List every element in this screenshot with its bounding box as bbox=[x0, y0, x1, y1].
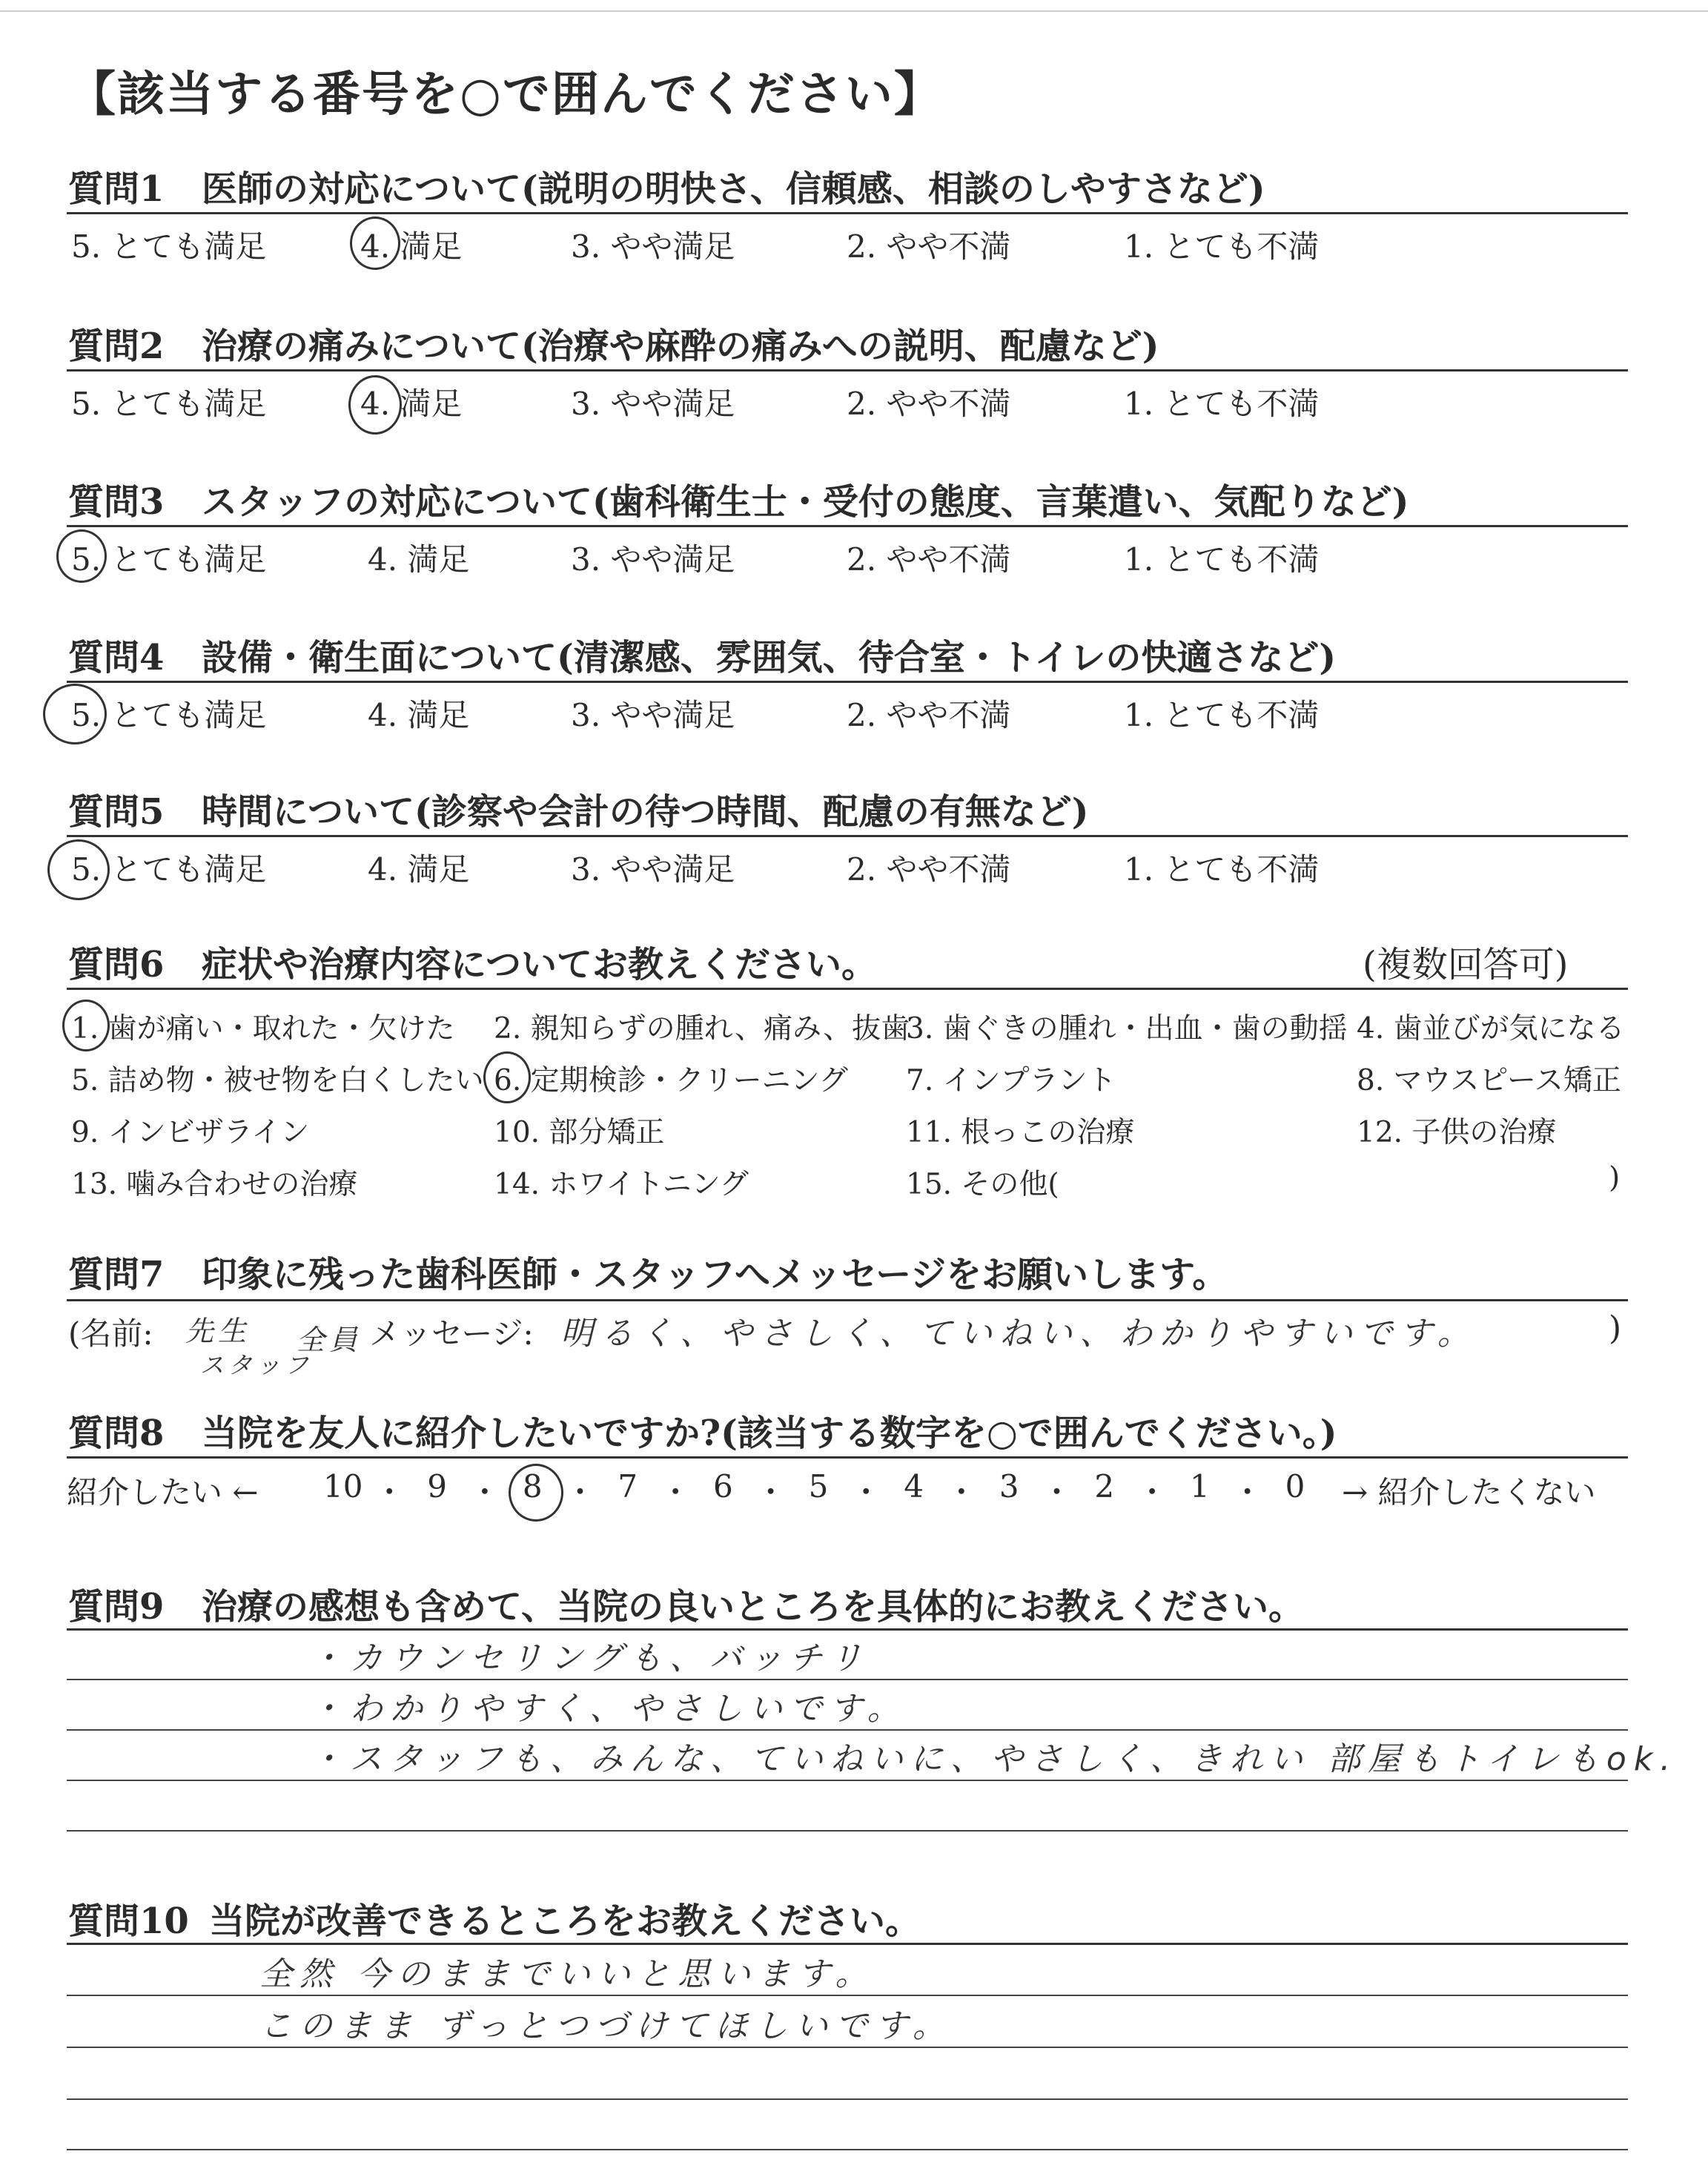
q4-option-2[interactable]: 2. やや不満 bbox=[847, 697, 1011, 733]
q4-option-1[interactable]: 1. とても不満 bbox=[1124, 697, 1320, 733]
q8-selected-circle bbox=[509, 1464, 563, 1522]
q8-scale-value-0[interactable]: 0 bbox=[1285, 1468, 1305, 1505]
q5-option-2[interactable]: 2. やや不満 bbox=[847, 851, 1011, 888]
q6-option-2[interactable]: 2. 親知らずの腫れ、痛み、抜歯 bbox=[494, 1012, 910, 1046]
q3-rule bbox=[67, 525, 1628, 527]
q9-line-rule-2 bbox=[67, 1729, 1628, 1731]
q6-option-14[interactable]: 14. ホワイトニング bbox=[494, 1168, 749, 1201]
q3-selected-circle bbox=[56, 529, 107, 583]
q9-answer-line-3[interactable]: ・スタッフも、みんな、ていねいに、やさしく、きれい 部屋もトイレもok. bbox=[310, 1740, 1678, 1778]
main-heading: 【該当する番号を○で囲んでください】 bbox=[68, 67, 943, 122]
q5-text: 時間について(診察や会計の待つ時間、配慮の有無など) bbox=[202, 791, 1089, 833]
q1-option-5[interactable]: 5. とても満足 bbox=[71, 228, 267, 265]
q2-text: 治療の痛みについて(治療や麻酔の痛みへの説明、配慮など) bbox=[202, 326, 1159, 367]
q4-selected-circle bbox=[43, 684, 107, 744]
q8-scale-separator: ・ bbox=[660, 1474, 692, 1510]
q5-rule bbox=[67, 835, 1628, 837]
q7-close-paren: ) bbox=[1609, 1309, 1622, 1347]
q2-option-4[interactable]: 4. 満足 bbox=[360, 386, 463, 422]
q1-text: 医師の対応について(説明の明快さ、信頼感、相談のしやすさなど) bbox=[202, 168, 1265, 210]
q8-scale-value-6[interactable]: 6 bbox=[713, 1468, 733, 1505]
q9-line-rule-3 bbox=[67, 1780, 1628, 1781]
q5-option-4[interactable]: 4. 満足 bbox=[368, 851, 470, 888]
q6-number: 質問6 bbox=[68, 944, 165, 985]
q4-number: 質問4 bbox=[68, 637, 165, 678]
q7-number: 質問7 bbox=[68, 1254, 165, 1295]
q8-number: 質問8 bbox=[68, 1413, 165, 1454]
q6-option-6[interactable]: 6. 定期検診・クリーニング bbox=[494, 1064, 848, 1097]
q2-option-1[interactable]: 1. とても不満 bbox=[1124, 386, 1320, 422]
q8-scale-value-8[interactable]: 8 bbox=[522, 1468, 543, 1505]
q5-number: 質問5 bbox=[68, 791, 165, 833]
q10-answer-line-1[interactable]: 全然 今のままでいいと思います。 bbox=[259, 1955, 875, 1993]
q3-number: 質問3 bbox=[68, 481, 165, 523]
q9-answer-line-2[interactable]: ・わかりやすく、やさしいです。 bbox=[310, 1690, 907, 1728]
top-border bbox=[0, 10, 1708, 12]
q7-name-hand-2: スタッフ bbox=[200, 1351, 314, 1379]
q6-option-15[interactable]: 15. その他( bbox=[906, 1168, 1059, 1201]
q7-name-hand-3: 全員 bbox=[297, 1324, 363, 1356]
q8-scale-separator: ・ bbox=[564, 1474, 596, 1510]
q1-option-3[interactable]: 3. やや満足 bbox=[571, 228, 735, 265]
q8-scale-value-4[interactable]: 4 bbox=[904, 1468, 924, 1505]
q4-option-5[interactable]: 5. とても満足 bbox=[71, 697, 267, 733]
q5-option-3[interactable]: 3. やや満足 bbox=[571, 851, 735, 888]
q9-answer-line-1[interactable]: ・カウンセリングも、バッチリ bbox=[310, 1639, 870, 1677]
q1-number: 質問1 bbox=[68, 168, 165, 210]
q8-scale-value-10[interactable]: 10 bbox=[323, 1468, 363, 1505]
q6-option-4[interactable]: 4. 歯並びが気になる bbox=[1357, 1012, 1625, 1046]
q6-option-3[interactable]: 3. 歯ぐきの腫れ・出血・歯の動揺 bbox=[906, 1012, 1348, 1046]
q6-option-5[interactable]: 5. 詰め物・被せ物を白くしたい bbox=[71, 1064, 484, 1097]
q2-option-3[interactable]: 3. やや満足 bbox=[571, 386, 735, 422]
q9-line-rule-1 bbox=[67, 1679, 1628, 1680]
q6-option-11[interactable]: 11. 根っこの治療 bbox=[906, 1116, 1135, 1149]
q6-option-10[interactable]: 10. 部分矯正 bbox=[494, 1116, 665, 1149]
q3-text: スタッフの対応について(歯科衛生士・受付の態度、言葉遣い、気配りなど) bbox=[202, 481, 1409, 523]
q2-selected-circle bbox=[348, 375, 402, 435]
q3-option-4[interactable]: 4. 満足 bbox=[368, 541, 470, 578]
q5-option-1[interactable]: 1. とても不満 bbox=[1124, 851, 1320, 888]
q3-option-2[interactable]: 2. やや不満 bbox=[847, 541, 1011, 578]
q7-message-hand[interactable]: 明るく、やさしく、ていねい、わかりやすいです。 bbox=[560, 1315, 1477, 1353]
q10-text: 当院が改善できるところをお教えください。 bbox=[209, 1900, 921, 1942]
q6-rule bbox=[67, 988, 1628, 990]
q1-option-2[interactable]: 2. やや不満 bbox=[847, 228, 1011, 265]
q8-scale-value-9[interactable]: 9 bbox=[427, 1468, 447, 1505]
q8-scale-value-5[interactable]: 5 bbox=[808, 1468, 829, 1505]
q9-title bbox=[68, 1578, 1304, 1629]
q6-option-8[interactable]: 8. マウスピース矯正 bbox=[1357, 1064, 1621, 1097]
q5-title bbox=[68, 783, 1088, 834]
q8-scale-separator: ・ bbox=[850, 1474, 882, 1510]
q6-option-12[interactable]: 12. 子供の治療 bbox=[1357, 1116, 1557, 1149]
q6-selected-circle-6 bbox=[483, 1051, 531, 1103]
q9-rule bbox=[67, 1628, 1628, 1631]
q7-name-hand-1: 先生 bbox=[185, 1315, 251, 1347]
q1-title bbox=[68, 160, 1265, 211]
q8-scale-value-3[interactable]: 3 bbox=[999, 1468, 1019, 1505]
q2-option-5[interactable]: 5. とても満足 bbox=[71, 386, 267, 422]
q6-selected-circle-1 bbox=[62, 1000, 110, 1051]
q6-option-7[interactable]: 7. インプラント bbox=[906, 1064, 1116, 1097]
q1-option-1[interactable]: 1. とても不満 bbox=[1124, 228, 1320, 265]
q8-right-label: → 紹介したくない bbox=[1342, 1474, 1596, 1510]
q6-title bbox=[68, 936, 877, 987]
q8-scale-value-7[interactable]: 7 bbox=[618, 1468, 638, 1505]
q8-title bbox=[68, 1404, 1337, 1456]
q8-scale-separator: ・ bbox=[469, 1474, 500, 1510]
q8-scale-separator: ・ bbox=[1231, 1474, 1263, 1510]
q6-option-15-close: ) bbox=[1609, 1161, 1621, 1195]
q8-scale-separator: ・ bbox=[755, 1474, 787, 1510]
q4-option-3[interactable]: 3. やや満足 bbox=[571, 697, 735, 733]
q8-text: 当院を友人に紹介したいですか?(該当する数字を○で囲んでください。) bbox=[202, 1413, 1337, 1454]
q6-text: 症状や治療内容についてお教えください。 bbox=[202, 944, 878, 985]
q7-message-label: メッセージ: bbox=[369, 1315, 534, 1352]
q8-scale-value-1[interactable]: 1 bbox=[1190, 1468, 1210, 1505]
q1-selected-circle bbox=[350, 217, 400, 270]
q9-text: 治療の感想も含めて、当院の良いところを具体的にお教えください。 bbox=[202, 1586, 1305, 1628]
q5-option-5[interactable]: 5. とても満足 bbox=[71, 851, 267, 888]
q4-option-4[interactable]: 4. 満足 bbox=[368, 697, 470, 733]
q2-number: 質問2 bbox=[68, 326, 165, 367]
q1-rule bbox=[67, 212, 1628, 214]
q5-selected-circle bbox=[47, 839, 110, 900]
q3-option-5[interactable]: 5. とても満足 bbox=[71, 541, 267, 578]
q2-rule bbox=[67, 369, 1628, 371]
q10-line-rule-4 bbox=[67, 2149, 1628, 2150]
q8-rule bbox=[67, 1456, 1628, 1459]
q8-scale-separator: ・ bbox=[1041, 1474, 1073, 1510]
q3-option-1[interactable]: 1. とても不満 bbox=[1124, 541, 1320, 578]
q4-rule bbox=[67, 681, 1628, 683]
q10-answer-line-2[interactable]: このまま ずっとつづけてほしいです。 bbox=[259, 2007, 953, 2045]
q6-option-13[interactable]: 13. 噛み合わせの治療 bbox=[71, 1168, 358, 1201]
q8-scale-value-2[interactable]: 2 bbox=[1094, 1468, 1115, 1505]
q3-title bbox=[68, 473, 1409, 524]
q6-option-9[interactable]: 9. インビザライン bbox=[71, 1116, 310, 1149]
q8-scale-separator: ・ bbox=[1136, 1474, 1168, 1510]
q10-rule bbox=[67, 1943, 1628, 1945]
q3-option-3[interactable]: 3. やや満足 bbox=[571, 541, 735, 578]
q7-text: 印象に残った歯科医師・スタッフへメッセージをお願いします。 bbox=[202, 1254, 1228, 1295]
q6-note: (複数回答可) bbox=[1363, 944, 1569, 985]
q4-title bbox=[68, 629, 1336, 680]
q10-line-rule-3 bbox=[67, 2098, 1628, 2100]
q8-left-label: 紹介したい ← bbox=[67, 1474, 259, 1510]
q10-line-rule-1 bbox=[67, 1995, 1628, 1996]
q7-rule bbox=[67, 1299, 1628, 1301]
q2-option-2[interactable]: 2. やや不満 bbox=[847, 386, 1011, 422]
q9-number: 質問9 bbox=[68, 1586, 165, 1628]
q10-title bbox=[68, 1892, 921, 1943]
q7-title bbox=[68, 1246, 1228, 1297]
q7-name-label: (名前: bbox=[68, 1315, 153, 1352]
q8-scale-separator: ・ bbox=[374, 1474, 406, 1510]
q4-text: 設備・衛生面について(清潔感、雰囲気、待合室・トイレの快適さなど) bbox=[202, 637, 1337, 678]
q9-line-rule-4 bbox=[67, 1830, 1628, 1832]
q1-option-4[interactable]: 4. 満足 bbox=[360, 228, 463, 265]
q10-line-rule-2 bbox=[67, 2047, 1628, 2048]
q6-option-1[interactable]: 1. 歯が痛い・取れた・欠けた bbox=[71, 1012, 455, 1046]
q10-number: 質問10 bbox=[68, 1900, 189, 1942]
q8-scale-separator: ・ bbox=[945, 1474, 977, 1510]
q2-title bbox=[68, 317, 1159, 369]
